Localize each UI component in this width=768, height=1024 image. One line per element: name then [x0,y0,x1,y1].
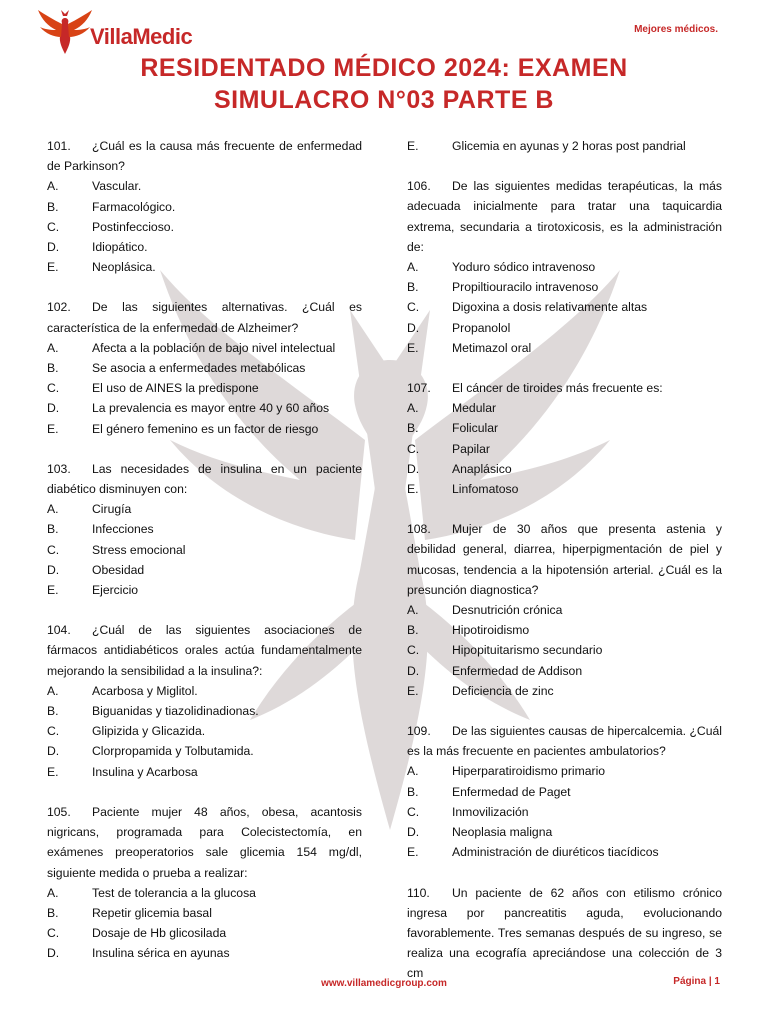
document-header [0,0,768,120]
question-text: El cáncer de tiroides más frecuente es: [452,381,663,396]
question-110 [407,883,722,984]
question-stem [407,176,722,257]
option-letter: D. [407,461,420,476]
option-text: Administración de diuréticos tiacídicos [452,845,659,860]
question-number: 108. [407,522,431,537]
question-text: Un paciente de 62 años con etilismo crónico ingresa por pancreatitis aguda, evolucionando favorablemente. Tres semanas después de su ingreso, se realiza una ecografía apreciándose una colección de 3 cm [407,885,722,981]
option-text: Glicemia en ayunas y 2 horas post pandrial [452,139,686,153]
option-letter: C. [407,441,420,456]
question-103 [47,459,362,600]
option-text: Propiltiouracilo intravenoso [452,280,599,295]
option-text: Anaplásico [452,461,512,476]
option-letter: A. [47,683,59,698]
option-text: El género femenino es un factor de riesgo [92,421,319,436]
option-text: Infecciones [92,522,154,537]
option-d [47,560,362,580]
option-letter: E. [407,845,419,860]
question-text: Paciente mujer 48 años, obesa, acantosis nigricans, programada para Colecistectomía, en exámenes preoperatorios sale glicemia 154 mg/dl, siguiente medida o prueba a realizar: [47,804,362,880]
option-d [47,237,362,257]
option-letter: A. [407,603,419,618]
question-stem [47,459,362,499]
tagline: Mejores médicos. [634,24,718,35]
question-101 [47,136,362,277]
option-text: La prevalencia es mayor entre 40 y 60 años [92,401,330,416]
option-text: Neoplásica. [92,260,156,275]
option-text: Papilar [452,441,490,456]
option-c [407,640,722,660]
question-text: Las necesidades de insulina en un paciente diabético disminuyen con: [47,461,362,497]
option-letter: C. [47,381,60,396]
option-letter: E. [47,421,59,436]
option-a [407,761,722,781]
option-text: Hipotiroidismo [452,623,530,638]
question-stem [407,883,722,984]
question-number: 107. [407,381,431,396]
option-text: Clorpropamida y Tolbutamida. [92,744,254,759]
option-c [407,439,722,459]
option-text: Medular [452,401,497,416]
question-number: 106. [407,179,431,194]
option-letter: B. [407,421,419,436]
option-c [47,378,362,398]
option-text: Insulina sérica en ayunas [92,946,230,961]
option-text: Deficiencia de zinc [452,683,554,698]
option-letter: B. [47,905,59,920]
question-number: 105. [47,804,71,819]
option-b [47,701,362,721]
footer-url[interactable]: www.villamedicgroup.com [321,978,447,989]
option-b [47,197,362,217]
option-letter: A. [47,885,59,900]
option-b [407,620,722,640]
phoenix-logo-icon [38,10,92,54]
option-e [47,257,362,277]
option-c [47,923,362,943]
question-text: De las siguientes medidas terapéuticas, la más adecuada inicialmente para tratar una taquicardia extrema, secundaria a tirotoxicosis, es la administración de: [407,179,722,254]
option-letter: E. [47,764,59,779]
option-c [407,297,722,317]
option-d [47,741,362,761]
option-text: Propanolol [452,320,511,335]
question-number: 104. [47,623,71,638]
question-104 [47,620,362,782]
question-stem [407,721,722,761]
option-c [47,540,362,560]
option-text: Postinfeccioso. [92,219,174,234]
option-b [407,782,722,802]
left-column [47,136,362,984]
option-letter: E. [407,683,419,698]
option-text: Metimazol oral [452,340,532,355]
option-text: Biguanidas y tiazolidinadionas. [92,704,259,719]
question-stem [47,297,362,337]
option-letter: C. [47,724,60,739]
option-e [47,762,362,782]
option-letter: C. [407,804,420,819]
option-letter: B. [407,784,419,799]
option-text: Ejercicio [92,583,139,598]
option-e [407,338,722,358]
question-number: 110. [407,885,430,900]
option-d [47,398,362,418]
option-letter: B. [47,361,59,376]
option-text: Inmovilización [452,804,529,819]
right-column [407,136,722,1004]
question-stem [47,136,362,176]
question-number: 109. [407,724,431,739]
option-b [47,358,362,378]
option-c [47,721,362,741]
option-letter: B. [47,199,59,214]
option-letter: D. [47,744,60,759]
option-letter: E. [407,482,419,497]
option-letter: B. [47,704,59,719]
question-106 [407,176,722,358]
option-letter: D. [47,562,60,577]
option-d [407,822,722,842]
question-text: ¿Cuál es la causa más frecuente de enfermedad de Parkinson? [47,139,362,174]
option-a [47,681,362,701]
option-d [47,943,362,963]
option-text: Afecta a la población de bajo nivel intelectual [92,340,336,355]
question-105-continued [407,136,722,156]
option-b [407,418,722,438]
option-c [407,802,722,822]
option-text: Neoplasia maligna [452,825,553,840]
question-109 [407,721,722,862]
option-e [407,681,722,701]
option-b [47,519,362,539]
option-letter: C. [47,926,60,941]
option-d [407,459,722,479]
question-107 [407,378,722,499]
option-letter: E. [47,260,59,275]
option-letter: C. [47,219,60,234]
page-title [0,52,768,116]
title-line-1: RESIDENTADO MÉDICO 2024: EXAMEN [140,54,628,82]
option-letter: A. [407,764,419,779]
option-letter: C. [407,300,420,315]
option-e [47,580,362,600]
question-stem [407,519,722,600]
option-letter: A. [407,260,419,275]
option-text: Hipopituitarismo secundario [452,643,603,658]
option-letter: C. [407,643,420,658]
option-a [47,176,362,196]
option-text: El uso de AINES la predispone [92,381,259,396]
option-text: Digoxina a dosis relativamente altas [452,300,648,315]
question-number: 103. [47,461,71,476]
option-letter: A. [47,340,59,355]
question-102 [47,297,362,438]
question-number: 102. [47,300,71,315]
option-text: Desnutrición crónica [452,603,563,618]
option-text: Repetir glicemia basal [92,905,212,920]
option-text: Test de tolerancia a la glucosa [92,885,256,900]
option-letter: B. [47,522,59,537]
option-e [407,479,722,499]
question-108 [407,519,722,701]
option-letter: A. [47,502,59,517]
option-a [407,398,722,418]
option-a [407,257,722,277]
option-text: Folicular [452,421,499,436]
option-letter: B. [407,280,419,295]
option-text: Se asocia a enfermedades metabólicas [92,361,306,376]
option-letter: C. [47,542,60,557]
question-stem [47,620,362,681]
option-a [47,499,362,519]
option-text: Yoduro sódico intravenoso [452,260,596,275]
option-b [47,903,362,923]
option-text: Vascular. [92,179,142,194]
option-a [47,338,362,358]
option-letter: D. [47,240,60,255]
title-line-2: SIMULACRO N°03 PARTE B [213,86,554,114]
option-text: Idiopático. [92,240,148,255]
question-number: 101. [47,139,71,153]
option-text: Dosaje de Hb glicosilada [92,926,227,941]
question-text: De las siguientes causas de hipercalcemia. ¿Cuál es la más frecuente en pacientes ambulatorios? [407,724,722,759]
option-e [407,842,722,862]
option-letter: D. [407,320,420,335]
question-stem [47,802,362,883]
option-text: Enfermedad de Paget [452,784,571,799]
option-letter: E. [407,340,419,355]
option-text: Acarbosa y Miglitol. [92,683,198,698]
option-letter: D. [47,401,60,416]
option-a [47,883,362,903]
option-text: Insulina y Acarbosa [92,764,198,779]
option-letter: E. [407,139,419,153]
option-b [407,277,722,297]
question-stem [407,378,722,398]
option-text: Cirugía [92,502,132,517]
option-letter: B. [407,623,419,638]
option-text: Enfermedad de Addison [452,663,583,678]
option-letter: D. [47,946,60,961]
option-d [407,661,722,681]
option-a [407,600,722,620]
question-text: ¿Cuál de las siguientes asociaciones de fármacos antidiabéticos orales actúa fundamentalmente mejorando la sensibilidad a la insulina?: [47,623,362,678]
option-c [47,217,362,237]
option-text: Glipizida y Glicazida. [92,724,206,739]
page-number: Página | 1 [673,976,720,987]
question-105 [47,802,362,964]
option-letter: A. [407,401,419,416]
option-d [407,318,722,338]
option-text: Linfomatoso [452,482,519,497]
option-text: Obesidad [92,562,145,577]
option-e [407,136,722,156]
option-letter: D. [407,663,420,678]
option-e [47,419,362,439]
option-text: Hiperparatiroidismo primario [452,764,606,779]
option-text: Stress emocional [92,542,186,557]
option-letter: D. [407,825,420,840]
question-text: Mujer de 30 años que presenta astenia y debilidad general, diarrea, hiperpigmentación de piel y mucosas, tendencia a la hipotensión arterial. ¿Cuál es la presunción diagnostica? [407,522,722,597]
option-letter: A. [47,179,59,194]
brand-name: VillaMedic [90,24,193,49]
option-letter: E. [47,583,59,598]
option-text: Farmacológico. [92,199,176,214]
question-text: De las siguientes alternativas. ¿Cuál es característica de la enfermedad de Alzheimer? [47,300,362,335]
